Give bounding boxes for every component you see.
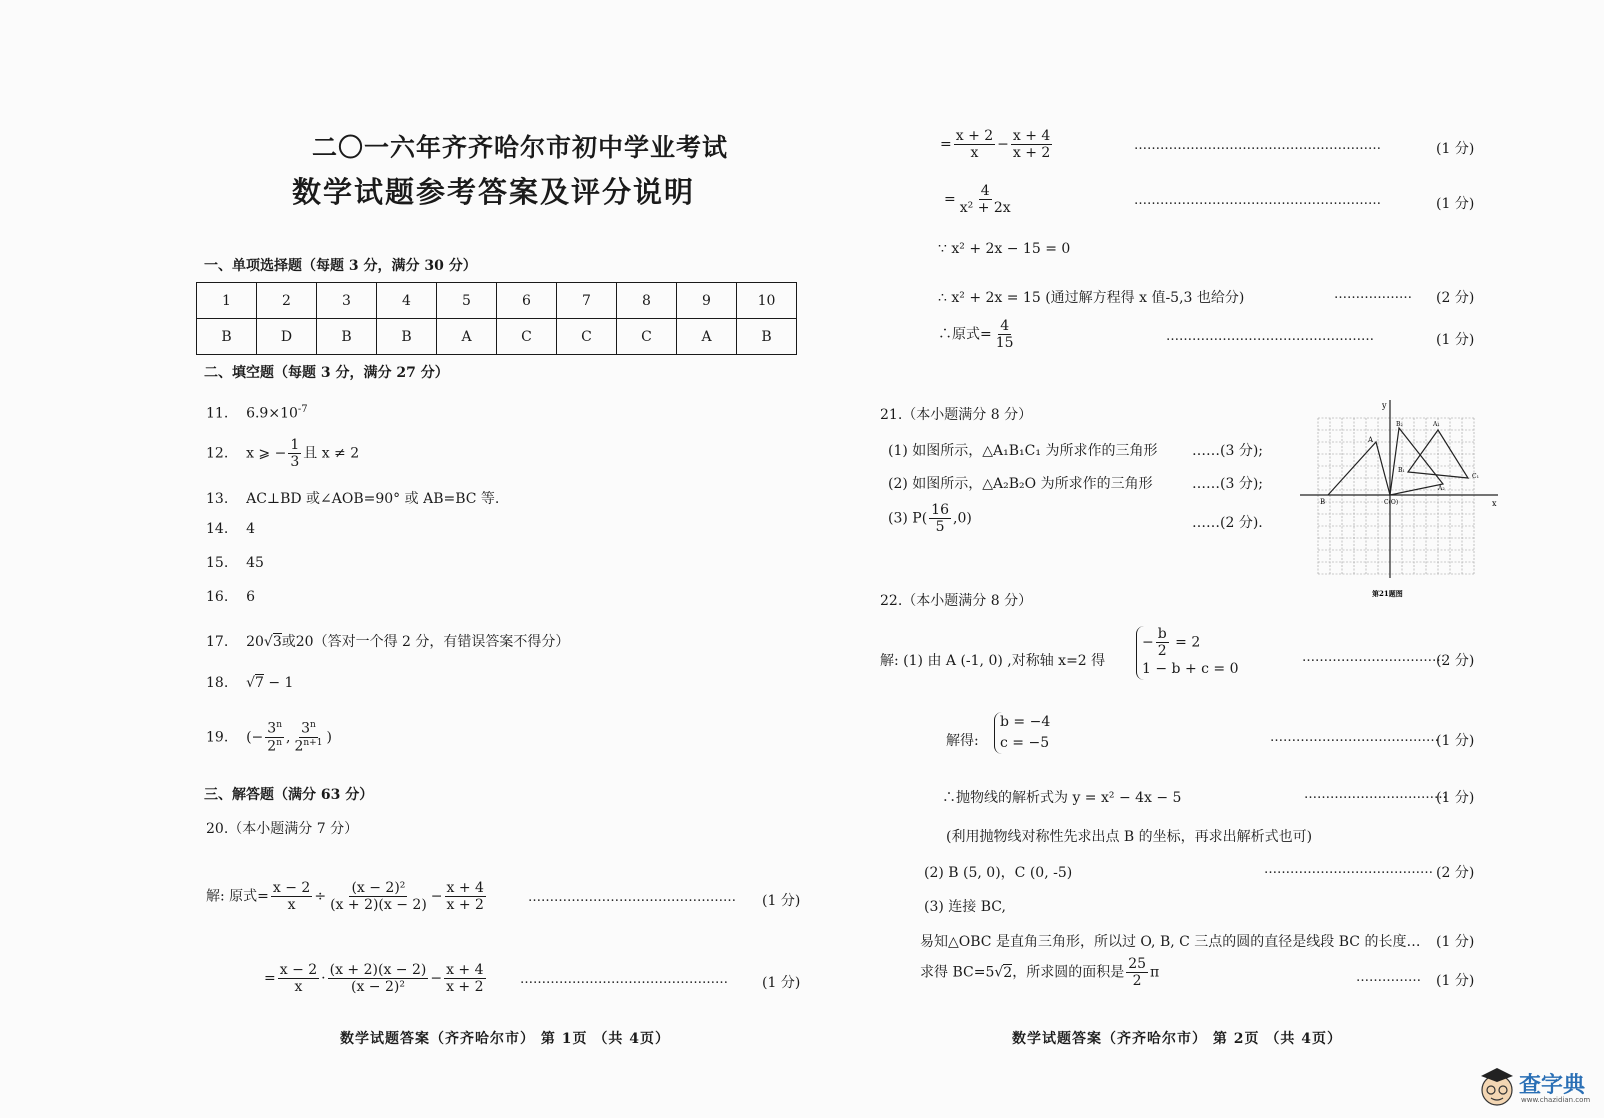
fig-label-A: A [1368,436,1374,444]
table-cell: B [197,319,257,355]
answer-text: 6.9×10 [246,405,298,422]
equation-system-2: b = −4 c = −5 [994,712,1050,754]
fig-label-A2: A₂ [1438,485,1445,492]
q20-line5: ∵ x² + 2x − 15 = 0 [938,241,1071,257]
dotted-leader: ……………… [1334,287,1412,302]
fig-label-B2: B₂ [1396,421,1403,428]
table-cell: D [257,319,317,355]
dotted-leader: ………………………………………………… [1134,193,1381,208]
triangle-A2B2O [1390,428,1443,495]
answer-18: 18. √7 − 1 [206,675,294,691]
answer-17: 17. 20√3或20（答对一个得 2 分，有错误答案不得分） [206,634,570,650]
answer-19: 19. (− $\frac{3^n}{2^n}$ , $\frac{3^n}{2^{n+1}}$ ) [206,720,332,755]
answer-text: 或20（答对一个得 2 分，有错误答案不得分） [281,634,570,650]
table-cell: 8 [617,283,677,319]
score: (1 分) [1436,934,1475,950]
table-cell: 1 [197,283,257,319]
table-cell: B [377,319,437,355]
q22-part7: 求得 BC=5√2，所求圆的面积是 $\frac{25}{2}$ π [920,956,1160,990]
q21-heading: 21.（本小题满分 8 分） [880,407,1033,423]
fraction: $\frac{3^n}{2^{n+1}}$ [294,720,323,755]
answer-15 [206,555,264,571]
table-cell: 4 [377,283,437,319]
section3-heading: 三、解答题（满分 63 分） [204,787,374,803]
answer-text: 且 x ≠ 2 [303,445,360,462]
score: (1 分) [1436,733,1475,749]
watermark-logo [1477,1064,1597,1114]
table-row-numbers [197,283,797,319]
q-num: 19. [206,729,229,746]
fraction: $\frac{3^n}{2^n}$ [267,720,282,755]
q-num: 14. [206,521,229,537]
score: (1 分) [762,975,801,991]
q-num: 13. [206,491,229,507]
table-row-answers [197,319,797,355]
q20-line4: = $\frac{4}{\text{x² + 2x}}$ [944,183,1011,217]
dotted-leader: …………………………… [1302,650,1445,665]
radicand: 7 [255,675,264,691]
fig-label-A1: A₁ [1433,421,1440,428]
q22-part3: ∴抛物线的解析式为 y = x² − 4x − 5 [942,790,1182,806]
page-footer-left: 数学试题答案（齐齐哈尔市） 第 1页 （共 4页） [340,1031,670,1047]
score: (1 分) [1436,973,1475,989]
triangle-ABO [1328,442,1390,495]
fig-label-y: y [1382,401,1387,410]
table-cell: B [737,319,797,355]
fig-caption: 第21题图 [1372,589,1403,598]
table-cell: 6 [497,283,557,319]
q22-heading: 22.（本小题满分 8 分） [880,593,1033,609]
score: (2 分) [1436,653,1475,669]
q21-part2: (2) 如图所示，△A₂B₂O 为所求作的三角形 [888,476,1153,492]
table-cell: A [437,319,497,355]
q20-line1: 解: 原式= $\frac{x - 2}{x}$ ÷ $\frac{\text{(x − 2)²}}{(x + 2)(x - 2)}$ − $\frac{x + 4}{x + 2}$ [206,880,484,914]
table-cell: C [497,319,557,355]
dotted-leader: ………………………………………… [528,890,736,905]
table-cell: 10 [737,283,797,319]
dotted-leader: …………………………… [1304,787,1447,802]
exponent: -7 [297,404,308,415]
table-cell: 5 [437,283,497,319]
answer-11 [206,404,308,422]
answer-text: 20 [246,634,264,650]
score: ……(2 分). [1192,515,1263,531]
dotted-leader: ………………………………… [1270,730,1439,745]
q-num: 17. [206,634,229,650]
score: (1 分) [1436,141,1475,157]
radicand: 3 [272,634,282,650]
q20-line7: ∴原式= $\frac{4}{15}$ [938,318,1014,352]
watermark-url: www.chazidian.com [1521,1096,1591,1104]
q-num: 11. [206,405,229,422]
q20-line6: ∴ x² + 2x = 15 (通过解方程得 x 值-5,3 也给分) [938,290,1245,306]
answer-text: 45 [246,555,264,571]
answer-16 [206,589,255,605]
answer-text: 4 [246,521,255,537]
q22-part2: 解得: [946,733,979,749]
q21-part1: (1) 如图所示，△A₁B₁C₁ 为所求作的三角形 [888,443,1158,459]
score: ……(3 分); [1192,443,1263,459]
q22-part5: (3) 连接 BC, [924,899,1006,915]
q22-part4: (2) B (5, 0)，C (0, -5) [924,865,1073,881]
q-num: 16. [206,589,229,605]
score: ……(3 分); [1192,476,1263,492]
q22-part6: 易知△OBC 是直角三角形，所以过 O, B, C 三点的圆的直径是线段 BC 的长度… [920,934,1421,950]
answer-text: x ⩾ − [246,445,287,462]
exam-title: 二〇一六年齐齐哈尔市初中学业考试 [312,133,729,162]
answer-text: AC⊥BD 或∠AOB=90° 或 AB=BC 等. [246,491,500,507]
fig-label-B1: B₁ [1398,467,1405,474]
score: (1 分) [1436,790,1475,806]
q22-part1: 解: (1) 由 A (-1, 0) ,对称轴 x=2 得 [880,653,1106,669]
score: (1 分) [1436,196,1475,212]
table-cell: A [677,319,737,355]
score: (1 分) [1436,332,1475,348]
q-num: 18. [206,675,229,691]
q22-note: (利用抛物线对称性先求出点 B 的坐标，再求出解析式也可) [946,829,1313,845]
q20-heading: 20.（本小题满分 7 分） [206,821,359,837]
section2-heading: 二、填空题（每题 3 分，满分 27 分） [204,365,449,381]
table-cell: B [317,319,377,355]
fig-label-O: C(O) [1384,499,1399,506]
table-cell: 2 [257,283,317,319]
q21-part3: (3) P( $\frac{16}{5}$ ,0) [888,502,972,536]
page-footer-right: 数学试题答案（齐齐哈尔市） 第 2页 （共 4页） [1012,1031,1342,1047]
answer-14 [206,521,255,537]
score: (2 分) [1436,865,1475,881]
table-cell: 7 [557,283,617,319]
table-cell: C [617,319,677,355]
grid-lines [1318,418,1474,574]
choice-answer-table [196,282,797,355]
fig-label-B: B [1320,498,1326,506]
q-num: 15. [206,555,229,571]
q20-line3: = $\frac{x + 2}{x}$ − $\frac{x + 4}{x + 2}$ [940,128,1051,162]
q20-line2: = $\frac{x - 2}{x}$ · $\frac{(x + 2)(x - 2)}{\text{(x − 2)²}}$ − $\frac{x + 4}{x + 2}$ [264,962,484,996]
coordinate-grid-figure [1298,398,1508,608]
dotted-leader: …………… [1356,970,1421,985]
watermark-brand: 查字典 [1519,1073,1586,1098]
mascot-icon [1477,1064,1517,1110]
dotted-leader: ………………………………………… [1166,329,1374,344]
fig-label-x: x [1492,499,1497,508]
answer-key-title: 数学试题参考答案及评分说明 [292,175,696,209]
table-cell: 3 [317,283,377,319]
section1-heading: 一、单项选择题（每题 3 分，满分 30 分） [204,258,477,274]
dotted-leader: ………………………………………… [520,972,728,987]
answer-13 [206,488,499,508]
score: (1 分) [762,893,801,909]
table-cell: 9 [677,283,737,319]
fig-label-C1: C₁ [1472,473,1479,480]
table-cell: C [557,319,617,355]
dotted-leader: ………………………………………………… [1134,138,1381,153]
answer-text: − 1 [263,675,294,691]
score: (2 分) [1436,290,1475,306]
answer-text: 6 [246,589,255,605]
equation-system-1: − $\frac{b}{2}$ = 2 1 − b + c = 0 [1136,626,1239,680]
q-num: 12. [206,445,229,462]
fraction: $\frac{1}{3}$ [290,437,300,471]
dotted-leader: ………………………………… [1264,862,1433,877]
answer-12 [206,437,359,470]
